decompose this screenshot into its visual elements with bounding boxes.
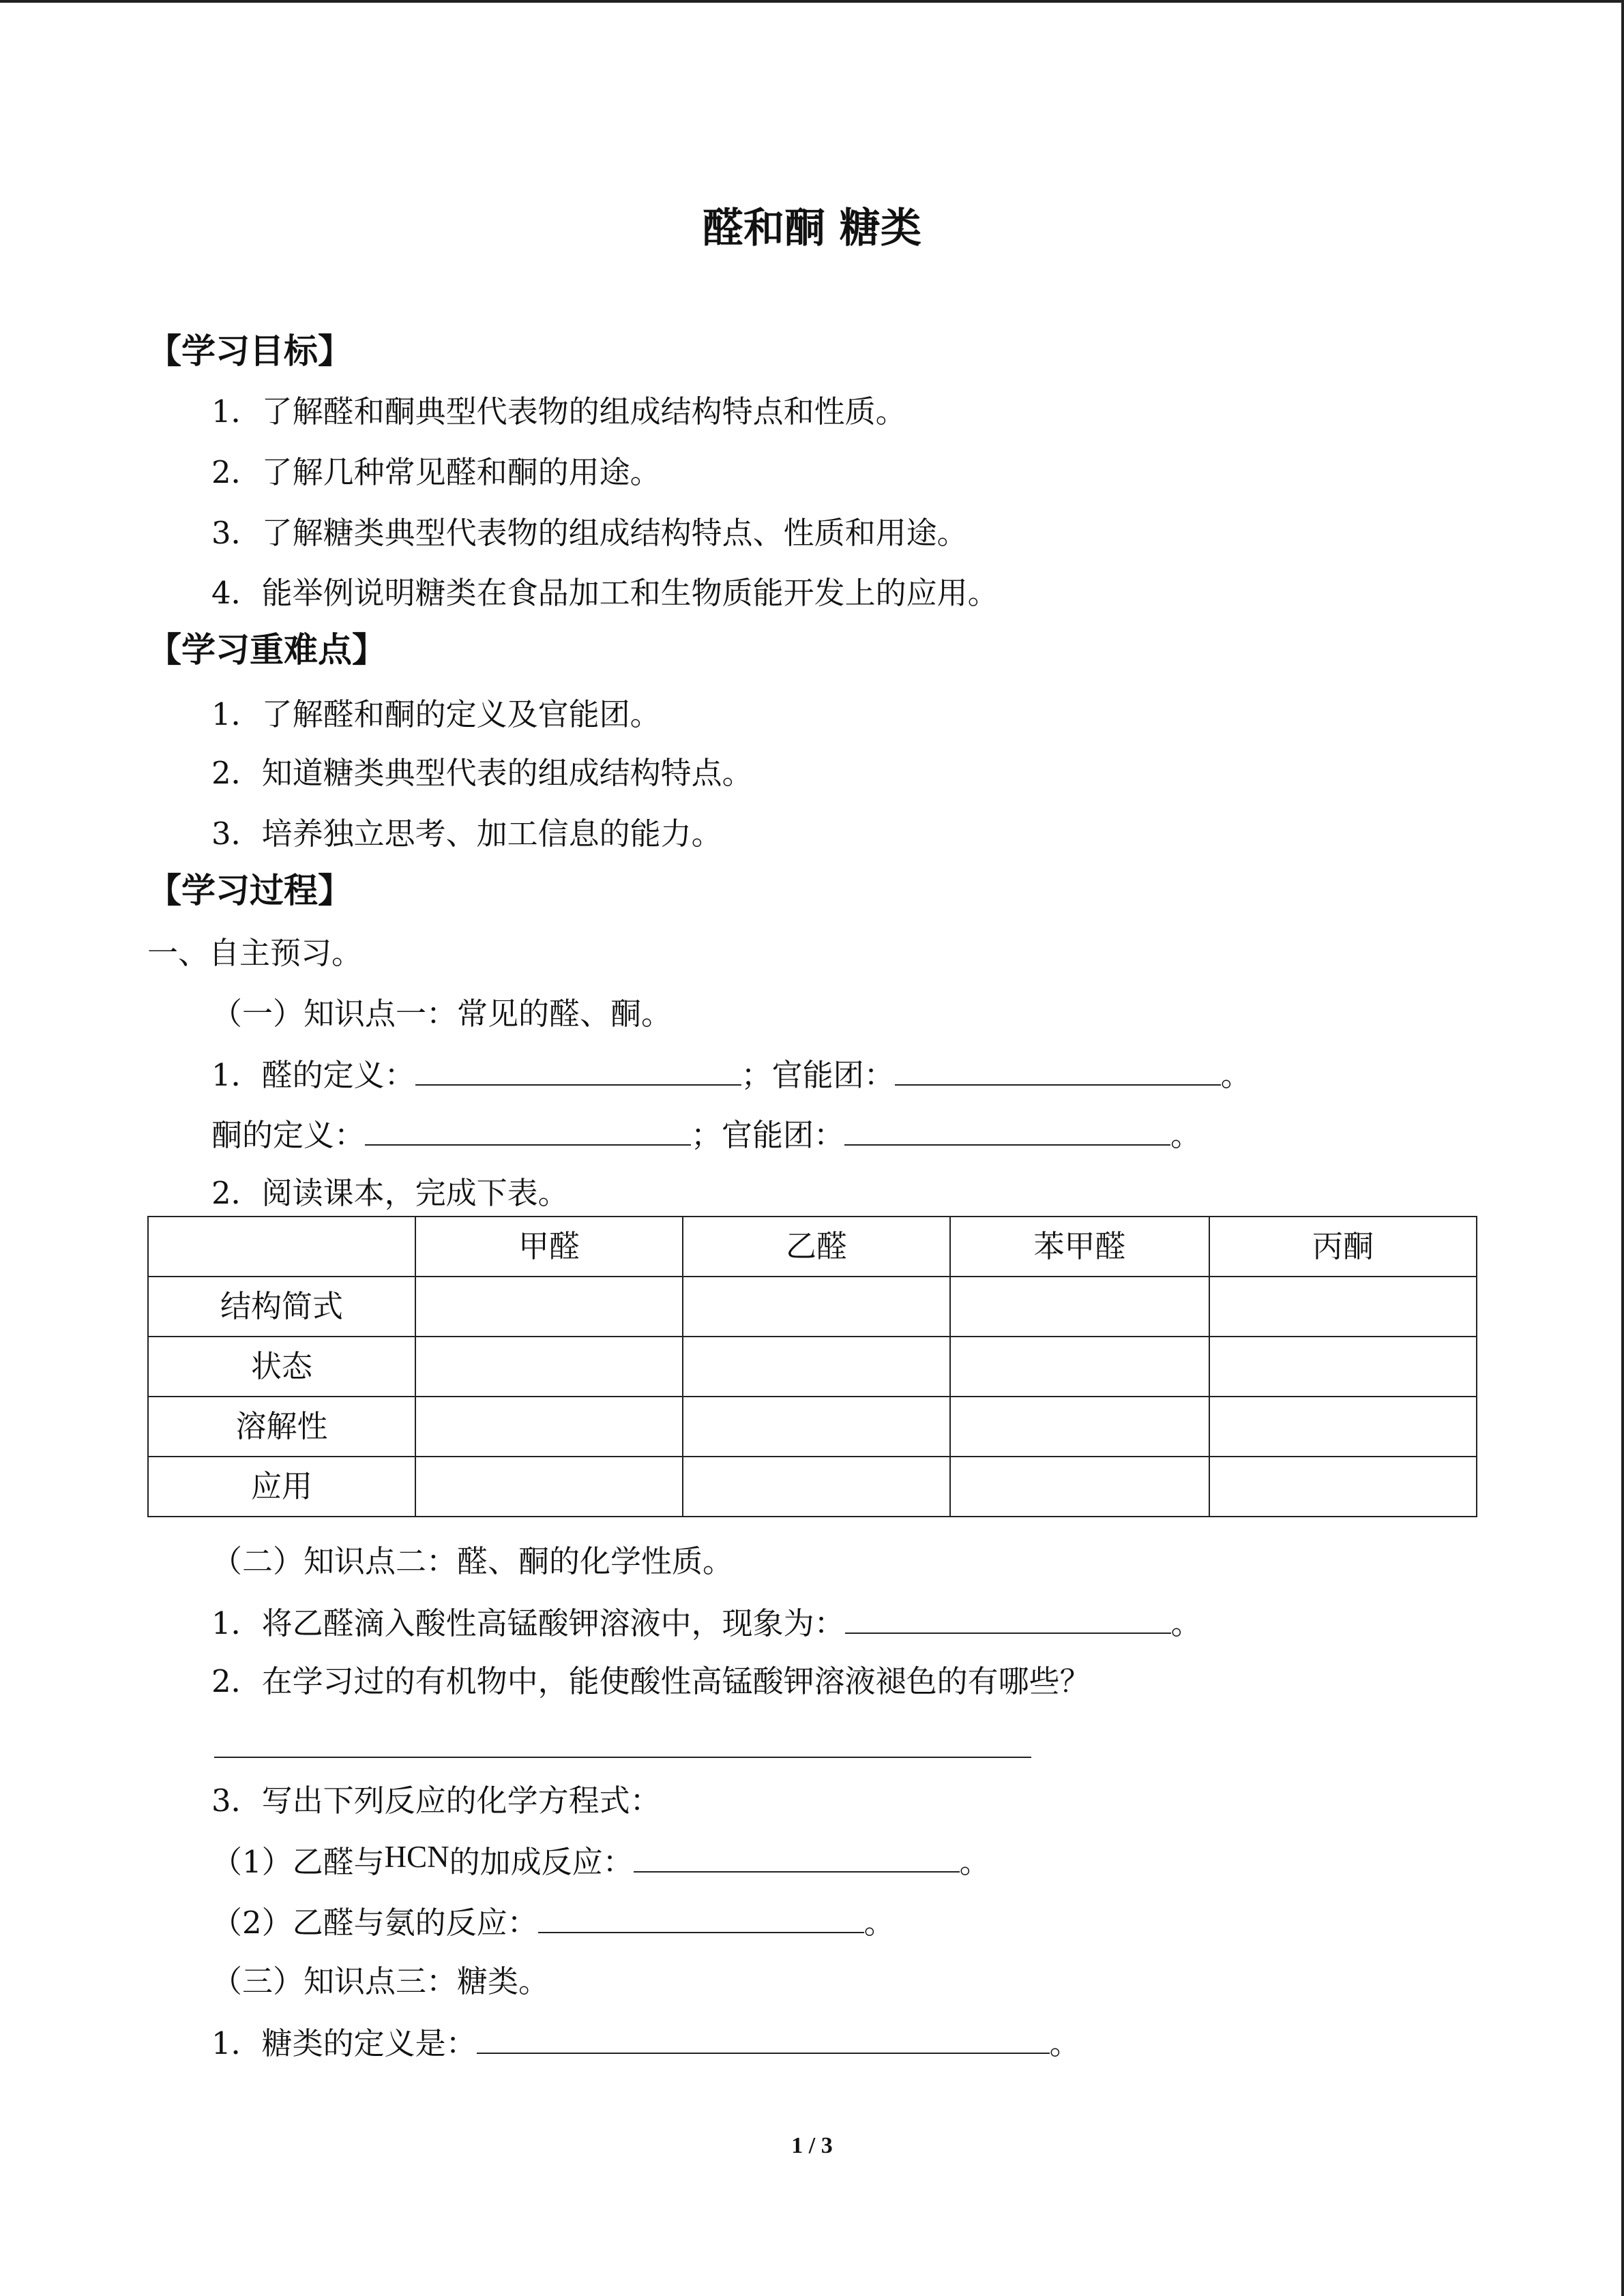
objective-item: 2．了解几种常见醛和酮的用途。: [211, 454, 661, 490]
page-number: 1 / 3: [791, 2133, 833, 2158]
table-header-cell: 丙酮: [1209, 1217, 1477, 1277]
chem-question-1-text: 1．将乙醛滴入酸性高锰酸钾溶液中，现象为：: [211, 1605, 845, 1641]
line-end: 。: [1170, 1117, 1202, 1153]
keypoint-item: 1．了解醛和酮的定义及官能团。: [211, 696, 661, 732]
table-row: [148, 1397, 1477, 1457]
page-title: 醛和酮 糖类: [703, 205, 921, 252]
top-border: [0, 0, 1624, 3]
reaction-ammonia-line: [211, 1902, 895, 1943]
table-header-row: [148, 1217, 1477, 1277]
table-cell[interactable]: [415, 1397, 683, 1457]
table-cell[interactable]: [683, 1457, 950, 1517]
chem-question-1: [211, 1602, 1202, 1644]
line-end: 。: [1049, 2025, 1080, 2061]
table-cell[interactable]: [950, 1277, 1209, 1337]
table-cell[interactable]: [415, 1457, 683, 1517]
reaction-hcn-post: 的加成反应：: [449, 1844, 634, 1880]
aldehyde-definition-label: 1．醛的定义：: [211, 1057, 415, 1093]
table-cell[interactable]: [415, 1277, 683, 1337]
objective-item: 1．了解醛和酮典型代表物的组成结构特点和性质。: [211, 393, 906, 430]
chem-question-3: 3．写出下列反应的化学方程式：: [211, 1783, 661, 1819]
sugar-definition-blank[interactable]: [477, 2023, 1050, 2054]
table-row: [148, 1277, 1477, 1337]
keypoints-heading: 【学习重难点】: [147, 630, 386, 670]
table-row: [148, 1337, 1477, 1397]
hcn-formula: HCN: [384, 1840, 449, 1874]
table-row-label: 应用: [148, 1457, 415, 1517]
table-row-label: 状态: [148, 1337, 415, 1397]
line-end: 。: [863, 1905, 895, 1941]
table-header-cell: 甲醛: [415, 1217, 683, 1277]
line-end: 。: [1220, 1057, 1252, 1093]
table-cell[interactable]: [683, 1337, 950, 1397]
knowledge-point-3: （三）知识点三：糖类。: [211, 1963, 550, 1999]
table-cell[interactable]: [950, 1397, 1209, 1457]
table-cell[interactable]: [1209, 1277, 1477, 1337]
table-cell[interactable]: [683, 1397, 950, 1457]
aldehyde-group-blank[interactable]: [895, 1054, 1221, 1086]
table-cell[interactable]: [1209, 1337, 1477, 1397]
hcn-equation-blank[interactable]: [634, 1841, 960, 1873]
table-header-cell: 苯甲醛: [950, 1217, 1209, 1277]
table-cell[interactable]: [415, 1337, 683, 1397]
right-border: [1621, 0, 1624, 2296]
table-cell[interactable]: [1209, 1397, 1477, 1457]
aldehyde-definition-line: [211, 1054, 1252, 1096]
table-instruction: 2．阅读课本，完成下表。: [211, 1175, 569, 1211]
functional-group-label: ；官能团：: [741, 1057, 895, 1093]
phenomenon-blank[interactable]: [845, 1602, 1171, 1634]
ketone-definition-line: [211, 1114, 1201, 1156]
table-header-cell: [148, 1217, 415, 1277]
table-row-label: 溶解性: [148, 1397, 415, 1457]
ketone-definition-label: 酮的定义：: [211, 1117, 366, 1153]
sugar-definition-line: [211, 2023, 1080, 2064]
properties-table: [147, 1216, 1477, 1517]
objectives-heading: 【学习目标】: [147, 331, 352, 371]
reaction-ammonia-text: （2）乙醛与氨的反应：: [211, 1905, 538, 1941]
table-cell[interactable]: [1209, 1457, 1477, 1517]
answer-line[interactable]: [214, 1757, 1031, 1758]
line-end: 。: [1170, 1605, 1202, 1641]
table-cell[interactable]: [950, 1457, 1209, 1517]
functional-group-label: ；官能团：: [691, 1117, 845, 1153]
knowledge-point-2: （二）知识点二：醛、酮的化学性质。: [211, 1543, 734, 1579]
ammonia-equation-blank[interactable]: [538, 1902, 864, 1933]
sugar-definition-label: 1．糖类的定义是：: [211, 2025, 477, 2061]
table-cell[interactable]: [950, 1337, 1209, 1397]
knowledge-point-1: （一）知识点一：常见的醛、酮。: [211, 996, 673, 1032]
keypoint-item: 2．知道糖类典型代表的组成结构特点。: [211, 755, 753, 791]
section-self-study: 一、自主预习。: [147, 935, 363, 971]
aldehyde-definition-blank[interactable]: [415, 1054, 741, 1086]
reaction-hcn-pre: （1）乙醛与: [211, 1844, 385, 1880]
chem-question-2: 2．在学习过的有机物中，能使酸性高锰酸钾溶液褪色的有哪些？: [211, 1663, 1091, 1699]
process-heading: 【学习过程】: [147, 871, 352, 910]
ketone-group-blank[interactable]: [844, 1114, 1170, 1146]
reaction-hcn-line: [211, 1841, 990, 1883]
table-row-label: 结构简式: [148, 1277, 415, 1337]
keypoint-item: 3．培养独立思考、加工信息的能力。: [211, 816, 722, 852]
table-row: [148, 1457, 1477, 1517]
objective-item: 3．了解糖类典型代表物的组成结构特点、性质和用途。: [211, 515, 968, 551]
ketone-definition-blank[interactable]: [365, 1114, 691, 1146]
line-end: 。: [959, 1844, 990, 1880]
table-header-cell: 乙醛: [683, 1217, 950, 1277]
table-cell[interactable]: [683, 1277, 950, 1337]
objective-item: 4．能举例说明糖类在食品加工和生物质能开发上的应用。: [211, 575, 999, 611]
